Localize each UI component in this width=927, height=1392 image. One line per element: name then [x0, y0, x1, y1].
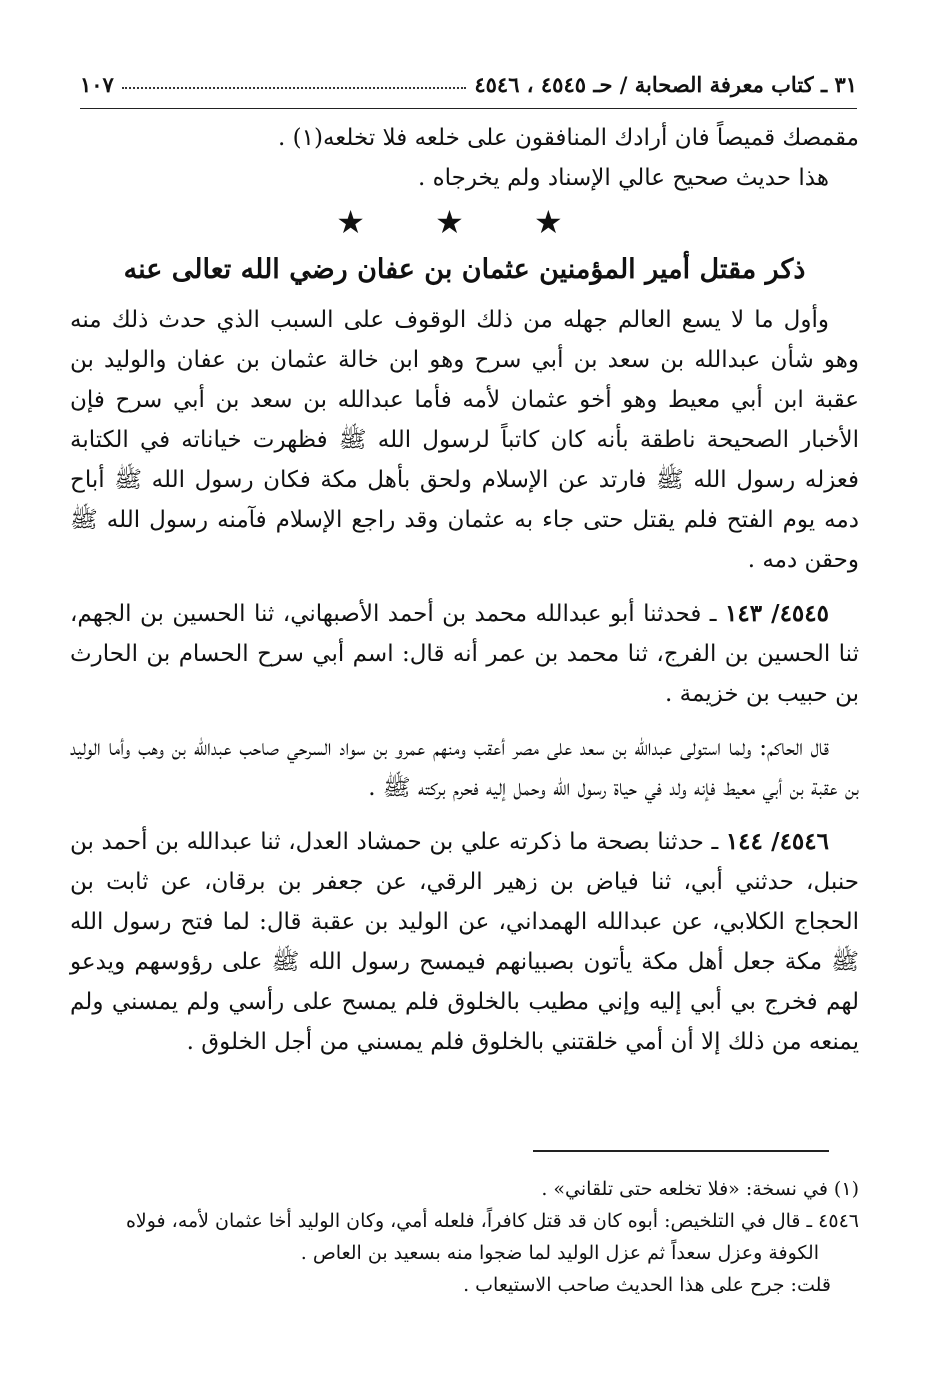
footnote-2-line-1: ٤٥٤٦ ـ قال في التلخيص: أبوه كان قد قتل كافراً، فلعله أمي، وكان الوليد أخا عثمان لأمه، فولاه — [125, 1210, 859, 1232]
section-heading: ذكر مقتل أمير المؤمنين عثمان بن عفان رضي الله تعالى عنه — [123, 254, 806, 285]
header-dot-leader — [122, 87, 467, 89]
footnote-2-line-2: الكوفة وعزل سعداً ثم عزل الوليد لما ضجوا منه بسعيد بن العاص . — [300, 1242, 819, 1264]
hadith-4546-text: ـ حدثنا بصحة ما ذكرته علي بن حمشاد العدل، ثنا عبدالله بن أحمد بن حنبل، حدثني أبي، ثنا فياض بن زهير الرقي، عن جعفر بن برقان، عن ثابت بن الحجاج الكلابي، عن عبدالله الهمداني، عن الوليد بن عقبة قال: لما فتح رسول الله ﷺ مكة جعل أهل مكة يأتون بصبيانهم فيمسح رسول الله ﷺ على رؤوسهم ويدعو لهم فخرج بي أبي إليه وإني مطيب بالخلوق فلم يمسح على رأسي ولم يمسني ولم يمنعه من ذلك إلا أن أمي خلقتني بالخلوق فلم يمسني من أجل الخلوق . — [70, 829, 859, 1055]
footnote-separator — [533, 1150, 829, 1152]
hadith-4545-text: ـ فحدثنا أبو عبدالله محمد بن أحمد الأصبهاني، ثنا الحسين بن الجهم، ثنا الحسين بن الفرج، ثنا محمد بن عمر أنه قال: اسم أبي سرح الحسام بن الحارث بن حبيب بن خزيمة . — [70, 601, 859, 707]
intro-line-1: مقمصك قميصاً فان أرادك المنافقون على خلعه فلا تخلعه(١) . — [278, 125, 859, 151]
header-title: ٣١ ـ كتاب معرفة الصحابة / حـ ٤٥٤٥ ، ٤٥٤٦ — [474, 71, 857, 97]
hadith-4546 — [70, 822, 859, 1062]
footnotes — [70, 1173, 859, 1301]
footnote-1: (١) في نسخة: «فلا تخلعه حتى تلقاني» . — [541, 1178, 859, 1200]
running-header — [80, 60, 857, 109]
section-divider-stars: ★ ★ ★ — [336, 203, 593, 241]
hadith-4545-number: ٤٥٤٥/ ١٤٣ — [724, 600, 829, 627]
hakim-paragraph: قال الحاكم: ولما استولى عبدالله بن سعد على مصر أعقب ومنهم عمرو بن سواد السرحي صاحب عبدالله بن وهب وأما الوليد بن عقبة بن أبي معيط فإنه ولد في حياة رسول الله وحمل إليه فحرم بركته ﷺ . — [70, 735, 859, 801]
page-number: ١٠٧ — [80, 71, 114, 97]
hadith-4545 — [70, 594, 859, 714]
footnote-3: قلت: جرح على هذا الحديث صاحب الاستيعاب . — [463, 1274, 831, 1296]
hadith-4546-number: ٤٥٤٦/ ١٤٤ — [725, 828, 829, 855]
intro-paragraph: وأول ما لا يسع العالم جهله من ذلك الوقوف على السبب الذي حدث ذلك منه وهو شأن عبدالله بن سعد بن أبي سرح وهو ابن خالة عثمان بن عفان والوليد بن عقبة ابن أبي معيط وهو أخو عثمان لأمه فأما عبدالله بن سعد بن أبي سرح فإن الأخبار الصحيحة ناطقة بأنه كان كاتباً لرسول الله ﷺ فظهرت خياناته في الكتابة فعزله رسول الله ﷺ فارتد عن الإسلام ولحق بأهل مكة فكان رسول الله ﷺ أباح دمه يوم الفتح فلم يقتل حتى جاء به عثمان وقد راجع الإسلام فآمنه رسول الله ﷺ وحقن دمه . — [70, 307, 859, 573]
intro-line-2: هذا حديث صحيح عالي الإسناد ولم يخرجاه . — [417, 165, 829, 191]
main-text — [70, 118, 859, 1062]
